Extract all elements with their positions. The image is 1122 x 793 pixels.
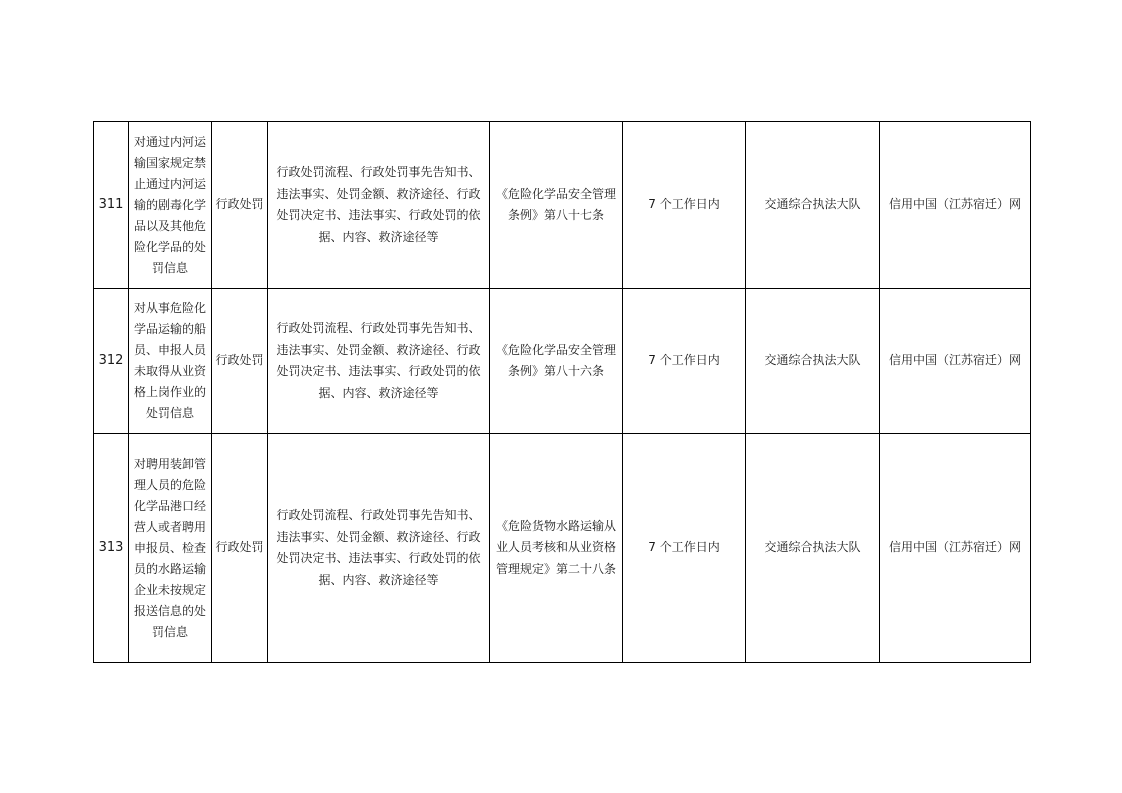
item-category: 行政处罚 xyxy=(212,122,268,289)
row-number: 311 xyxy=(94,122,129,289)
disclosure-content: 行政处罚流程、行政处罚事先告知书、违法事实、处罚金额、救济途径、行政处罚决定书、违法事实、行政处罚的依据、内容、救济途径等 xyxy=(268,122,490,289)
responsible-department: 交通综合执法大队 xyxy=(746,122,880,289)
disclosure-channel: 信用中国（江苏宿迁）网 xyxy=(880,434,1031,663)
time-limit: 7 个工作日内 xyxy=(623,289,746,434)
disclosure-content: 行政处罚流程、行政处罚事先告知书、违法事实、处罚金额、救济途径、行政处罚决定书、违法事实、行政处罚的依据、内容、救济途径等 xyxy=(268,289,490,434)
legal-basis: 《危险化学品安全管理条例》第八十七条 xyxy=(490,122,623,289)
table-row xyxy=(94,122,1031,289)
responsible-department: 交通综合执法大队 xyxy=(746,289,880,434)
legal-basis: 《危险货物水路运输从业人员考核和从业资格管理规定》第二十八条 xyxy=(490,434,623,663)
disclosure-channel: 信用中国（江苏宿迁）网 xyxy=(880,289,1031,434)
item-name: 对聘用装卸管理人员的危险化学品港口经营人或者聘用申报员、检查员的水路运输企业未按规定报送信息的处罚信息 xyxy=(129,434,212,663)
responsible-department: 交通综合执法大队 xyxy=(746,434,880,663)
time-limit: 7 个工作日内 xyxy=(623,122,746,289)
disclosure-content: 行政处罚流程、行政处罚事先告知书、违法事实、处罚金额、救济途径、行政处罚决定书、违法事实、行政处罚的依据、内容、救济途径等 xyxy=(268,434,490,663)
table-row xyxy=(94,434,1031,663)
item-category: 行政处罚 xyxy=(212,289,268,434)
time-limit: 7 个工作日内 xyxy=(623,434,746,663)
row-number: 312 xyxy=(94,289,129,434)
legal-basis: 《危险化学品安全管理条例》第八十六条 xyxy=(490,289,623,434)
item-category: 行政处罚 xyxy=(212,434,268,663)
item-name: 对通过内河运输国家规定禁止通过内河运输的剧毒化学品以及其他危险化学品的处罚信息 xyxy=(129,122,212,289)
disclosure-channel: 信用中国（江苏宿迁）网 xyxy=(880,122,1031,289)
row-number: 313 xyxy=(94,434,129,663)
table-row xyxy=(94,289,1031,434)
item-name: 对从事危险化学品运输的船员、申报人员未取得从业资格上岗作业的处罚信息 xyxy=(129,289,212,434)
disclosure-table xyxy=(93,121,1031,663)
